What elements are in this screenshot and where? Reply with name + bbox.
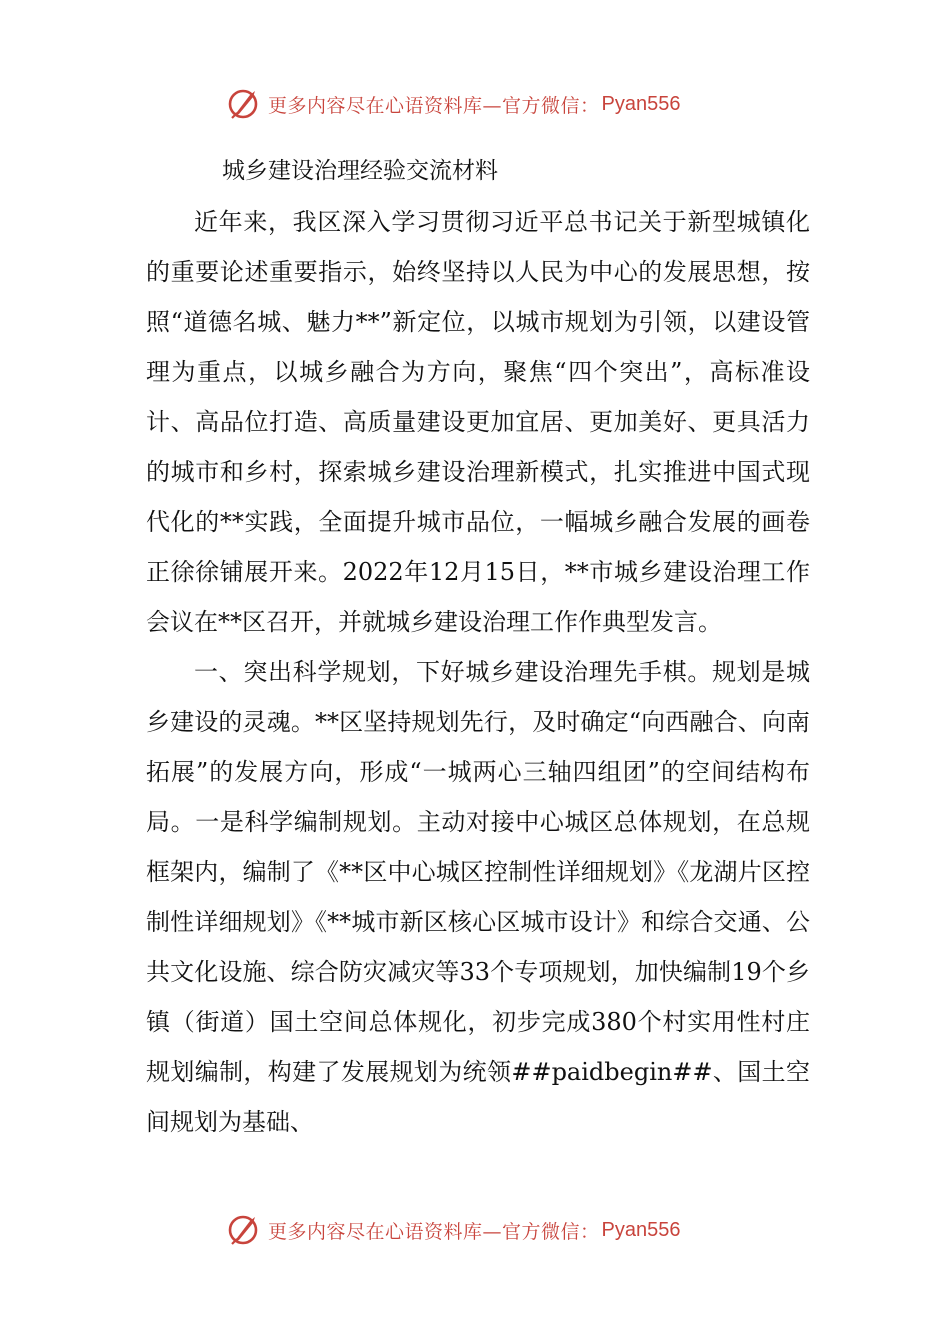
footer-banner [226, 1210, 680, 1250]
header-banner [226, 84, 680, 124]
quill-logo-icon [226, 86, 262, 122]
paragraph-intro: 近年来，我区深入学习贯彻习近平总书记关于新型城镇化的重要论述重要指示，始终坚持以人民为中心的发展思想，按照“道德名城、魅力**”新定位，以城市规划为引领，以建设管理为重点，以城乡融合为方向，聚焦“四个突出”，高标准设计、高品位打造、高质量建设更加宜居、更加美好、更具活力的城市和乡村，探索城乡建设治理新模式，扎实推进中国式现代化的**实践，全面提升城市品位，一幅城乡融合发展的画卷正徐徐铺展开来。2022年12月15日，**市城乡建设治理工作会议在**区召开，并就城乡建设治理工作作典型发言。 [146, 208, 810, 636]
document-title: 城乡建设治理经验交流材料 [222, 158, 498, 184]
wechat-id: Pyan556 [601, 1218, 681, 1241]
banner-text: 更多内容尽在心语资料库—官方微信： [268, 94, 600, 117]
paragraph-section-one: 一、突出科学规划，下好城乡建设治理先手棋。规划是城乡建设的灵魂。**区坚持规划先行，及时确定“向西融合、向南拓展”的发展方向，形成“一城两心三轴四组团”的空间结构布局。一是科学编制规划。主动对接中心城区总体规划，在总规框架内，编制了《**区中心城区控制性详细规划》《龙湖片区控制性详细规划》《**城市新区核心区城市设计》和综合交通、公共文化设施、综合防灾减灾等33个专项规划，加快编制19个乡镇（街道）国土空间总体规化，初步完成380个村实用性村庄规划编制，构建了发展规划为统领##paidbegin##、国土空间规划为基础、 [146, 658, 810, 1136]
quill-logo-icon [226, 1212, 262, 1248]
wechat-id: Pyan556 [601, 92, 681, 115]
banner-text: 更多内容尽在心语资料库—官方微信： [268, 1220, 600, 1243]
document-body [146, 197, 810, 1147]
